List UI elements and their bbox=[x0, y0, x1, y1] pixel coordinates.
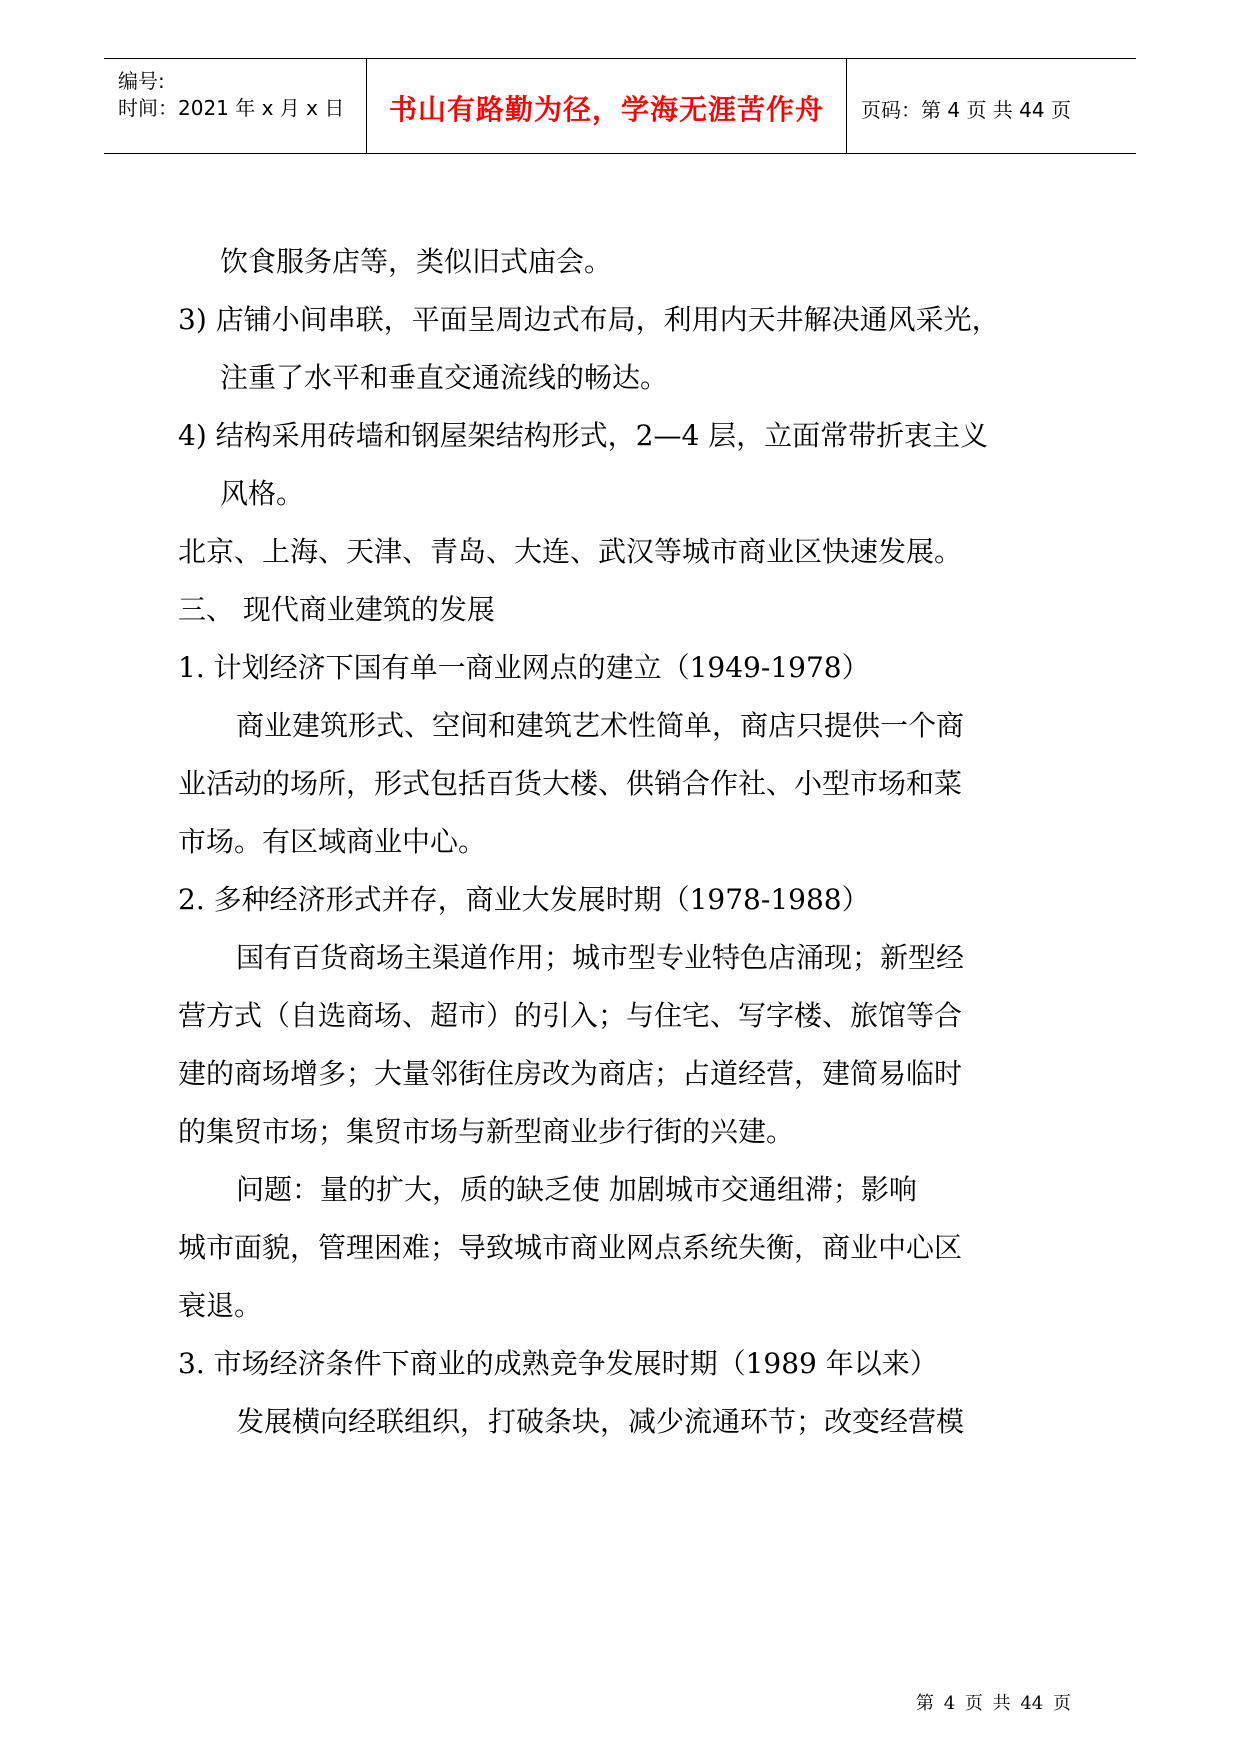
body-line: 3) 店铺小间串联，平面呈周边式布局，利用内天井解决通风采光， bbox=[178, 303, 1000, 336]
subsection-heading: 2. 多种经济形式并存，商业大发展时期（1978-1988） bbox=[178, 883, 870, 916]
section-heading: 三、 现代商业建筑的发展 bbox=[178, 593, 495, 626]
body-line: 市场。有区域商业中心。 bbox=[178, 825, 487, 858]
body-line: 发展横向经联组织，打破条块，减少流通环节；改变经营模 bbox=[236, 1405, 965, 1438]
header-motto-cell bbox=[367, 59, 847, 153]
document-time-label: 时间：2021 年 x 月 x 日 bbox=[118, 96, 345, 120]
body-line: 4) 结构采用砖墙和钢屋架结构形式，2—4 层，立面常带折衷主义 bbox=[178, 419, 989, 452]
body-line: 的集贸市场；集贸市场与新型商业步行街的兴建。 bbox=[178, 1115, 795, 1148]
body-line: 营方式（自选商场、超市）的引入；与住宅、写字楼、旅馆等合 bbox=[178, 999, 963, 1032]
body-line: 衰退。 bbox=[178, 1289, 263, 1322]
body-line: 问题：量的扩大，质的缺乏使 加剧城市交通组滞；影响 bbox=[236, 1173, 917, 1206]
header-motto: 书山有路勤为径，学海无涯苦作舟 bbox=[388, 93, 824, 126]
subsection-heading: 1. 计划经济下国有单一商业网点的建立（1949-1978） bbox=[178, 651, 870, 684]
body-line: 商业建筑形式、空间和建筑艺术性简单，商店只提供一个商 bbox=[236, 709, 965, 742]
body-line: 业活动的场所，形式包括百货大楼、供销合作社、小型市场和菜 bbox=[178, 767, 963, 800]
body-line: 北京、上海、天津、青岛、大连、武汉等城市商业区快速发展。 bbox=[178, 535, 963, 568]
body-line: 建的商场增多；大量邻街住房改为商店；占道经营，建简易临时 bbox=[178, 1057, 963, 1090]
body-line: 城市面貌，管理困难；导致城市商业网点系统失衡，商业中心区 bbox=[178, 1231, 963, 1264]
body-line: 国有百货商场主渠道作用；城市型专业特色店涌现；新型经 bbox=[236, 941, 965, 974]
body-line: 注重了水平和垂直交通流线的畅达。 bbox=[220, 361, 669, 394]
document-header bbox=[104, 58, 1136, 154]
document-id-label: 编号: bbox=[118, 69, 165, 93]
body-line: 风格。 bbox=[220, 477, 305, 510]
subsection-heading: 3. 市场经济条件下商业的成熟竞争发展时期（1989 年以来） bbox=[178, 1347, 938, 1380]
body-line: 饮食服务店等，类似旧式庙会。 bbox=[220, 245, 613, 278]
header-page-code: 页码：第 4 页 共 44 页 bbox=[861, 98, 1071, 122]
header-info-cell bbox=[104, 59, 367, 153]
header-page-cell bbox=[847, 59, 1136, 153]
page-footer: 第 4 页 共 44 页 bbox=[916, 1693, 1071, 1714]
